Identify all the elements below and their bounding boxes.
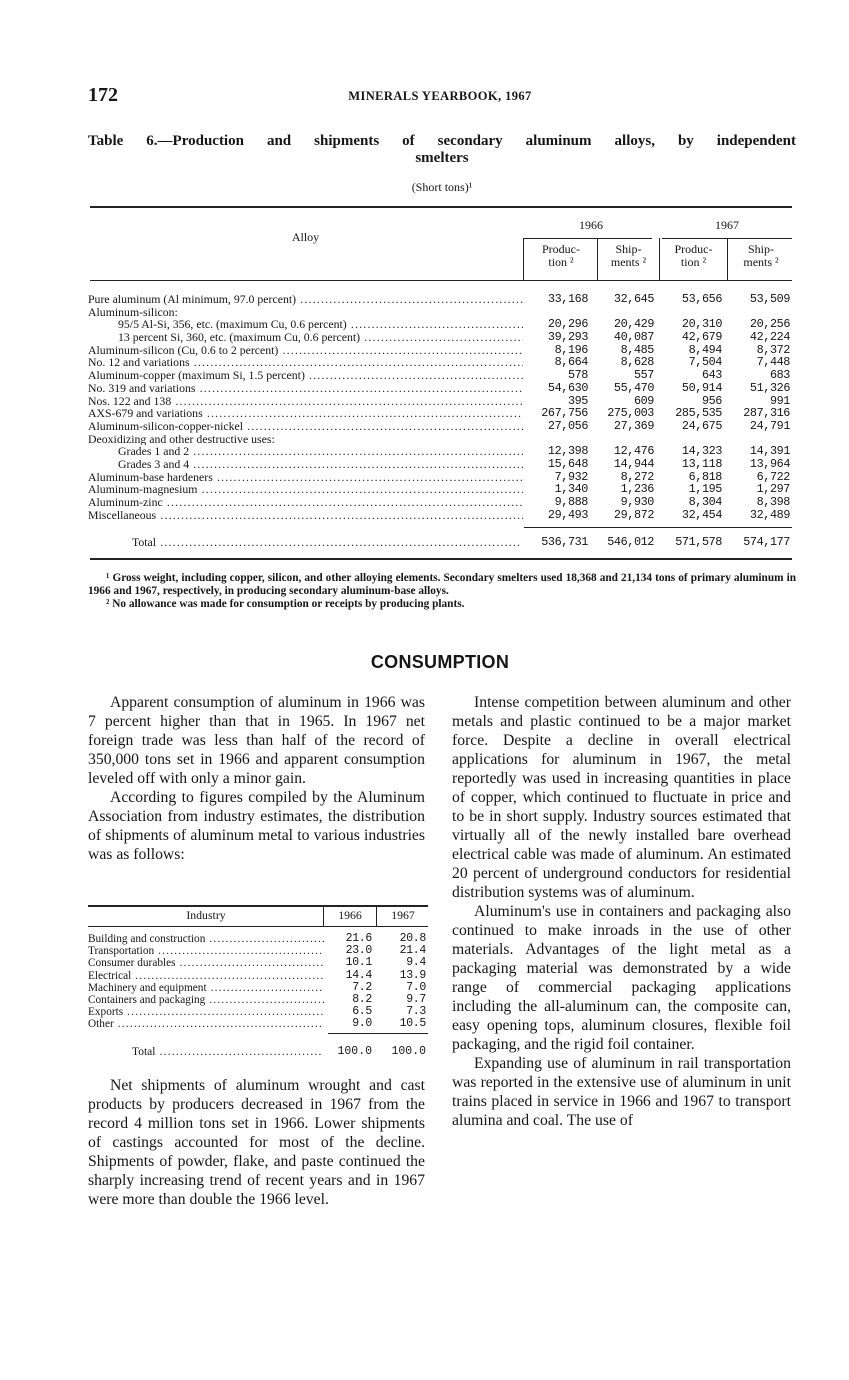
cell-production-1966: 578 (567, 368, 588, 383)
cell-production-1967: 285,535 (675, 406, 722, 421)
table-row (88, 509, 794, 522)
cell-shipments-1966: 14,944 (613, 456, 654, 471)
industry-value-1966: 9.0 (352, 1017, 372, 1031)
total-rule (524, 527, 792, 528)
cell-production-1967: 20,310 (681, 317, 722, 332)
cell-shipments-1966: 1,236 (620, 482, 654, 497)
cell-shipments-1967: 13,964 (749, 456, 790, 471)
row-label: Aluminum-copper (maximum Si, 1.5 percent) ..... (88, 369, 523, 382)
industry-value-1967: 10.5 (399, 1017, 426, 1031)
cell-production-1967: 50,914 (681, 380, 722, 395)
table-title-line-1: Table 6.—Production and shipments of secondary aluminum alloys, by independent (88, 133, 796, 149)
cell-production-1967: 32,454 (681, 507, 722, 522)
industry-total-label: Total ..... (132, 1045, 322, 1059)
cell-production-1967: 53,656 (681, 292, 722, 306)
table6-body (88, 293, 794, 521)
industry-header-vrule-2 (376, 907, 377, 926)
total-production-1967: 571,578 (675, 535, 722, 549)
industry-value-1966: 7.2 (352, 980, 372, 994)
industry-total-rule (328, 1033, 428, 1034)
cell-shipments-1967: 42,224 (749, 330, 790, 345)
cell-production-1966: 33,168 (547, 292, 588, 306)
total-shipments-1967: 574,177 (743, 535, 790, 549)
cell-production-1966: 7,932 (554, 469, 588, 484)
row-label: Aluminum-silicon: (88, 305, 178, 319)
industry-header-vrule-1 (323, 907, 324, 926)
cell-shipments-1967: 8,398 (756, 495, 790, 509)
cell-production-1967: 8,304 (688, 495, 722, 509)
cell-production-1966: 9,888 (554, 495, 588, 509)
header-bottom-rule (90, 280, 792, 281)
header-rule-1966 (524, 238, 652, 239)
industry-value-1967: 9.7 (406, 992, 426, 1006)
table-row (88, 331, 794, 344)
cell-shipments-1966: 8,485 (620, 342, 654, 357)
row-label: Grades 1 and 2 ..... (118, 445, 523, 458)
industry-value-1967: 7.3 (406, 1005, 426, 1019)
cell-production-1966: 395 (567, 393, 588, 408)
cell-shipments-1966: 20,429 (613, 317, 654, 332)
table-row (88, 420, 794, 433)
cell-production-1966: 20,296 (547, 317, 588, 332)
industry-value-1966: 10.1 (345, 956, 372, 970)
table-row (88, 1006, 428, 1018)
table-bottom-rule (90, 558, 792, 560)
paragraph: Net shipments of aluminum wrought and cast products by producers decreased in 1967 from the record 4 million tons set in 1966. Lower shipments of castings accounted for most of the decline. Shipments of powder, flake, and paste continued the sharply increasing trend of recent years and in 1967 were more than double the 1966 level. (88, 1077, 425, 1208)
left-column-bottom (88, 1076, 425, 1209)
table-title-line-2: smelters (415, 150, 469, 166)
table-row (88, 957, 428, 969)
cell-shipments-1966: 9,930 (620, 495, 654, 509)
table-row (88, 1018, 428, 1030)
table-row (88, 982, 428, 994)
row-label: Aluminum-silicon-copper-nickel ..... (88, 420, 523, 433)
paragraph: According to figures compiled by the Aluminum Association from industry estimates, the distribution of shipments of aluminum metal to various industries was as follows: (88, 789, 425, 863)
cell-shipments-1966: 40,087 (613, 330, 654, 345)
cell-shipments-1967: 683 (769, 368, 790, 383)
industry-value-1966: 6.5 (352, 1005, 372, 1019)
cell-shipments-1966: 12,476 (613, 444, 654, 459)
cell-shipments-1966: 8,272 (620, 469, 654, 484)
header-shipments-1967: Ship- ments ² (743, 242, 779, 269)
cell-shipments-1967: 24,791 (749, 418, 790, 433)
total-label: Total ..... (132, 535, 522, 549)
header-shipments-1966: Ship- ments ² (610, 242, 647, 269)
row-label: No. 319 and variations ..... (88, 382, 523, 395)
cell-shipments-1967: 991 (769, 393, 790, 408)
table-row (88, 382, 794, 395)
cell-production-1967: 956 (701, 393, 722, 408)
industry-total-1967: 100.0 (391, 1045, 426, 1058)
industry-header: Industry (186, 908, 226, 922)
industry-label: Other ..... (88, 1018, 324, 1030)
paragraph: Aluminum's use in containers and packaging also continued to make inroads in the use of other materials. Advantages of the light metal as a packaging material was demonstrated by a wide range of commercial packaging applications including the all-aluminum can, the composite can, easy opening tops, aluminum closures, flexible foil packaging, and the rigid foil container. (452, 903, 791, 1053)
row-label: Deoxidizing and other destructive uses: (88, 432, 275, 446)
table-title (88, 133, 796, 167)
row-label: Aluminum-zinc ..... (88, 496, 523, 509)
table-row (88, 458, 794, 471)
cell-shipments-1966: 55,470 (613, 380, 654, 395)
cell-production-1967: 24,675 (681, 418, 722, 433)
cell-production-1967: 1,195 (688, 482, 722, 497)
paragraph: Apparent consumption of aluminum in 1966 was 7 percent higher than that in 1965. In 1967 net foreign trade was less than half of the record of 350,000 tons set in 1966 and apparent consumption leveled off with only a minor gain. (88, 694, 425, 787)
industry-value-1966: 8.2 (352, 992, 372, 1006)
section-heading: CONSUMPTION (370, 652, 510, 672)
industry-value-1967: 20.8 (399, 932, 426, 945)
cell-shipments-1966: 275,003 (607, 406, 654, 421)
cell-production-1967: 14,323 (681, 444, 722, 459)
cell-shipments-1966: 609 (633, 393, 654, 408)
cell-production-1967: 7,504 (688, 355, 722, 370)
header-alloy: Alloy (291, 230, 320, 244)
table-row (88, 356, 794, 369)
industry-value-1967: 9.4 (406, 956, 426, 970)
cell-production-1966: 8,664 (554, 355, 588, 370)
industry-value-1967: 7.0 (406, 980, 426, 994)
cell-production-1966: 27,056 (547, 418, 588, 433)
cell-shipments-1967: 20,256 (749, 317, 790, 332)
cell-shipments-1966: 557 (633, 368, 654, 383)
table-row (88, 933, 428, 945)
header-year-1966: 1966 (579, 218, 603, 232)
industry-label: Machinery and equipment ..... (88, 982, 324, 994)
row-label: Miscellaneous ..... (88, 509, 523, 522)
cell-production-1966: 15,648 (547, 456, 588, 471)
cell-shipments-1967: 32,489 (749, 507, 790, 522)
table-subtitle: (Short tons)¹ (411, 180, 473, 194)
table-row (88, 407, 794, 420)
cell-shipments-1967: 51,326 (749, 380, 790, 395)
row-label: Aluminum-magnesium ..... (88, 483, 523, 496)
industry-value-1966: 14.4 (345, 968, 372, 982)
left-column-top (88, 693, 425, 864)
industry-label: Transportation ..... (88, 945, 324, 957)
total-production-1966: 536,731 (541, 535, 588, 549)
industry-label: Building and construction ..... (88, 933, 324, 945)
industry-value-1966: 23.0 (345, 944, 372, 958)
table-row (88, 994, 428, 1006)
header-production-1966: Produc- tion ² (542, 242, 580, 269)
table-row (88, 970, 428, 982)
industry-table-top-rule (88, 905, 428, 907)
table-row (88, 293, 794, 306)
row-label: Nos. 122 and 138 ..... (88, 395, 523, 408)
cell-shipments-1967: 8,372 (756, 342, 790, 357)
industry-label: Consumer durables ..... (88, 957, 324, 969)
cell-production-1967: 13,118 (681, 456, 722, 471)
header-vrule-1 (523, 238, 524, 280)
cell-production-1966: 54,630 (547, 380, 588, 395)
row-label: No. 12 and variations ..... (88, 356, 523, 369)
cell-shipments-1967: 1,297 (756, 482, 790, 497)
table-row (88, 496, 794, 509)
table-footnotes (88, 572, 796, 611)
industry-header-1967: 1967 (391, 908, 415, 922)
cell-production-1966: 1,340 (554, 482, 588, 497)
table-row (88, 945, 428, 957)
cell-production-1966: 267,756 (541, 406, 588, 421)
row-label: AXS-679 and variations ..... (88, 407, 523, 420)
footnote-2: ² No allowance was made for consumption or receipts by producing plants. (106, 598, 465, 610)
table-row (88, 369, 794, 382)
cell-shipments-1966: 32,645 (613, 292, 654, 306)
header-year-1967: 1967 (715, 218, 739, 232)
footnote-1: ¹ Gross weight, including copper, silicon, and other alloying elements. Secondary smelters used 18,368 and 21,134 tons of primary aluminum in 1966 and 1967, respectively, in producing secondary aluminum-base alloys. (88, 572, 796, 597)
industry-header-1966: 1966 (338, 908, 362, 922)
cell-production-1966: 29,493 (547, 507, 588, 522)
cell-shipments-1966: 8,628 (620, 355, 654, 370)
table-top-rule (90, 206, 792, 208)
cell-production-1966: 39,293 (547, 330, 588, 345)
industry-label: Exports ..... (88, 1006, 324, 1018)
running-head (88, 84, 792, 108)
cell-shipments-1967: 6,722 (756, 469, 790, 484)
cell-shipments-1967: 287,316 (743, 406, 790, 421)
industry-total-1966: 100.0 (337, 1045, 372, 1058)
industry-value-1967: 13.9 (399, 968, 426, 982)
row-label: 13 percent Si, 360, etc. (maximum Cu, 0.6 percent) ..... (118, 331, 523, 344)
industry-value-1966: 21.6 (345, 932, 372, 945)
industry-header-rule (88, 926, 428, 927)
cell-shipments-1966: 29,872 (613, 507, 654, 522)
right-column (452, 693, 791, 1130)
paragraph: Expanding use of aluminum in rail transportation was reported in the extensive use of aluminum in unit trains placed in service in 1966 and 1967 to transport alumina and coal. The use of (452, 1055, 791, 1129)
table6-total-row (88, 535, 794, 549)
cell-production-1966: 8,196 (554, 342, 588, 357)
row-label: Grades 3 and 4 ..... (118, 458, 523, 471)
industry-label: Electrical ..... (88, 970, 324, 982)
industry-total-row (88, 1045, 428, 1059)
industry-label: Containers and packaging ..... (88, 994, 324, 1006)
cell-shipments-1967: 14,391 (749, 444, 790, 459)
cell-production-1967: 643 (701, 368, 722, 383)
total-shipments-1966: 546,012 (607, 535, 654, 549)
header-production-1967: Produc- tion ² (674, 242, 713, 269)
cell-production-1966: 12,398 (547, 444, 588, 459)
industry-value-1967: 21.4 (399, 944, 426, 958)
row-label: Pure aluminum (Al minimum, 97.0 percent) ..... (88, 293, 523, 306)
paragraph: Intense competition between aluminum and other metals and plastic continued to be a major market force. Despite a decline in overall electrical applications for aluminum in 1967, the metal reportedly was used in increasing quantities in place of copper, which continued to fluctuate in price and to be in short supply. Industry sources estimated that virtually all of the newly installed bare overhead electrical cable was made of aluminum. An estimated 20 percent of underground conductors for residential distribution systems was of aluminum. (452, 694, 791, 901)
cell-production-1967: 6,818 (688, 469, 722, 484)
row-label: 95/5 Al-Si, 356, etc. (maximum Cu, 0.6 percent) ..... (118, 318, 523, 331)
cell-production-1967: 42,679 (681, 330, 722, 345)
running-title: MINERALS YEARBOOK, 1967 (348, 89, 532, 103)
industry-table-body (88, 933, 428, 1031)
row-label: Aluminum-base hardeners ..... (88, 471, 523, 484)
cell-shipments-1967: 53,509 (749, 292, 790, 306)
cell-shipments-1967: 7,448 (756, 355, 790, 370)
cell-production-1967: 8,494 (688, 342, 722, 357)
cell-shipments-1966: 27,369 (613, 418, 654, 433)
row-label: Aluminum-silicon (Cu, 0.6 to 2 percent) ..... (88, 344, 523, 357)
page-number: 172 (88, 84, 118, 106)
